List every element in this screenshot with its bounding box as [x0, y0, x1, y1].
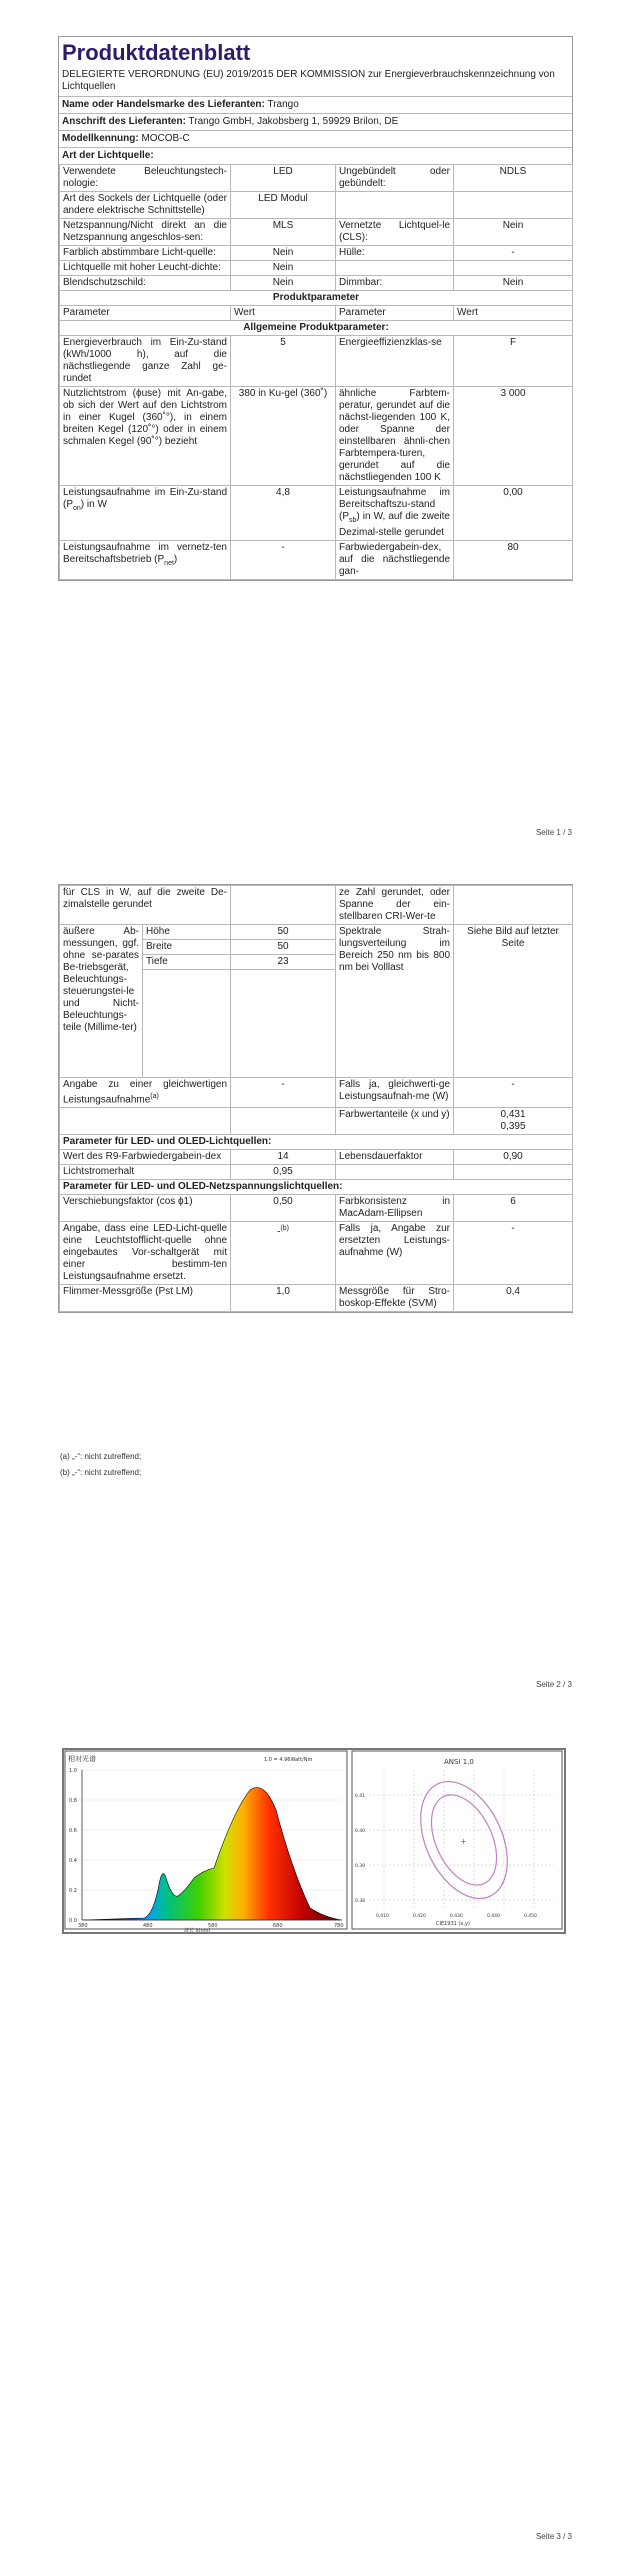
- page-number: Seite 1 / 3: [535, 828, 572, 837]
- stroboscopic-label: Messgröße für Stro-boskop-Effekte (SVM): [336, 1285, 454, 1312]
- type-value-1: Nein: [231, 261, 336, 276]
- color-consistency-value: 6: [454, 1195, 573, 1222]
- networked-standby-label-sub: net: [164, 560, 174, 567]
- regulation-subtitle: DELEGIERTE VERORDNUNG (EU) 2019/2015 DER KOMMISSION zur Energieverbrauchskennzeichnung von Lichtquellen: [62, 69, 555, 92]
- table-row: [60, 387, 573, 486]
- spectrum-legend: 1.0 = 4.96Watt/Nm: [264, 1757, 313, 1763]
- supplier-address-row: [59, 113, 572, 130]
- column-header-parameter: Parameter: [336, 306, 454, 321]
- equivalent-power-label: [60, 1078, 231, 1108]
- empty-cell: [454, 1165, 573, 1180]
- type-label-1: Art des Sockels der Lichtquelle (oder andere elektrische Schnittstelle): [60, 192, 231, 219]
- page-1-frame: [58, 36, 573, 581]
- parameters-table-continued: [59, 885, 573, 1312]
- document-title: Produktdatenblatt: [62, 40, 251, 65]
- standby-power-label: [336, 486, 454, 541]
- type-value-1: Nein: [231, 276, 336, 291]
- type-value-2: -: [454, 246, 573, 261]
- section-heading-row: [60, 1180, 573, 1195]
- equivalent-power-label-text: Angabe zu einer gleichwertigen Leistungsaufnahme: [63, 1079, 228, 1106]
- flicker-label: Flimmer-Messgröße (Pst LM): [60, 1285, 231, 1312]
- type-label-1: Lichtquelle mit hoher Leucht-dichte:: [60, 261, 231, 276]
- networked-standby-value: -: [231, 541, 336, 580]
- y-tick: 0.6: [69, 1828, 77, 1834]
- dimension-value: 23: [231, 955, 336, 970]
- replacement-claim-value: [231, 1222, 336, 1285]
- section-heading-row: [60, 291, 573, 306]
- supplier-address-value: Trango GmbH, Jakobsberg 1, 59929 Brilon, DE: [188, 116, 399, 127]
- survival-factor-value: 0,90: [454, 1150, 573, 1165]
- luminous-flux-label: Nutzlichtstrom (ϕuse) mit An-gabe, ob sich der Wert auf den Lichtstrom in einer Kugel (360˚°), in einem breiten Kegel (120˚°) oder in einem schmalen Kegel (90˚°) bezieht: [60, 387, 231, 486]
- x-tick: 580: [208, 1923, 218, 1929]
- supplier-name-label: Name oder Handelsmarke des Lieferanten:: [62, 99, 265, 110]
- chromaticity-label: Farbwertanteile (x und y): [336, 1108, 454, 1135]
- table-row: [60, 261, 573, 276]
- model-label: Modellkennung:: [62, 133, 139, 144]
- table-row: [60, 165, 573, 192]
- page-2: [0, 880, 622, 1710]
- y-tick: 0.4: [69, 1858, 77, 1864]
- cri-value: 80: [454, 541, 573, 580]
- dimension-name: Tiefe: [143, 955, 231, 970]
- type-value-1: LED: [231, 165, 336, 192]
- standby-power-label-sub: sb: [349, 517, 357, 524]
- spectral-distribution-figure: [62, 1748, 566, 1934]
- supplier-name-row: [59, 96, 572, 113]
- page-number: Seite 2 / 3: [535, 1680, 572, 1689]
- type-value-2: [454, 192, 573, 219]
- standby-power-value: 0,00: [454, 486, 573, 541]
- table-row: [60, 192, 573, 219]
- dimension-name: Höhe: [143, 925, 231, 940]
- dimension-value: 50: [231, 925, 336, 940]
- light-source-type-table: [59, 164, 573, 580]
- x-tick: 0.450: [524, 1914, 537, 1919]
- survival-factor-label: Lebensdauerfaktor: [336, 1150, 454, 1165]
- column-header-value: Wert: [231, 306, 336, 321]
- chromaticity-value: 0,431 0,395: [454, 1108, 573, 1135]
- page-1: [0, 0, 622, 860]
- on-mode-power-value: 4,8: [231, 486, 336, 541]
- spectrum-title: 相对光谱: [68, 1755, 96, 1763]
- column-header-value: Wert: [454, 306, 573, 321]
- ellipse-title: ANSI 1.0: [444, 1758, 474, 1766]
- table-row: [60, 1108, 573, 1135]
- stroboscopic-value: 0,4: [454, 1285, 573, 1312]
- continued-rows: [60, 886, 573, 1312]
- led-oled-heading: Parameter für LED- und OLED-Lichtquellen:: [60, 1135, 573, 1150]
- page-2-frame: [58, 884, 573, 1313]
- on-mode-power-label-b: ) in W: [80, 499, 107, 510]
- column-header-parameter: Parameter: [60, 306, 231, 321]
- table-row: [60, 219, 573, 246]
- table-row: [60, 1285, 573, 1312]
- color-temperature-value: 3 000: [454, 387, 573, 486]
- standby-power-label-a: Leistungsaufnahme im Bereitschaftszu-stand (P: [339, 487, 450, 522]
- footnote-b: (b) „-“: nicht zutreffend;: [60, 1468, 142, 1477]
- type-label-2: [336, 192, 454, 219]
- x-tick: 0.420: [413, 1914, 426, 1919]
- y-tick: 0.8: [69, 1798, 77, 1804]
- column-header-row: [60, 306, 573, 321]
- table-row: [60, 541, 573, 580]
- energy-class-label: Energieeffizienzklas-se: [336, 336, 454, 387]
- energy-class-value: F: [454, 336, 573, 387]
- x-tick: 380: [78, 1923, 88, 1929]
- type-rows: [60, 165, 573, 580]
- luminous-flux-value: 380 in Ku-gel (360˚): [231, 387, 336, 486]
- on-mode-power-label-a: Leistungsaufnahme im Ein-Zu-stand (P: [63, 487, 227, 510]
- empty-cell: [231, 970, 336, 1078]
- replaced-power-label: Falls ja, Angabe zur ersetzten Leistungs-aufnahme (W): [336, 1222, 454, 1285]
- general-parameters-heading: Allgemeine Produktparameter:: [60, 321, 573, 336]
- y-tick: 0.41: [355, 1794, 366, 1799]
- x-tick: 780: [334, 1923, 344, 1929]
- table-row: [60, 1222, 573, 1285]
- y-tick: 0.40: [355, 1829, 366, 1834]
- dimension-name: Breite: [143, 940, 231, 955]
- figure-svg: [64, 1750, 564, 1932]
- model-row: [59, 130, 572, 147]
- type-value-2: Nein: [454, 276, 573, 291]
- supplier-name-value: Trango: [267, 99, 299, 110]
- y-tick: 0.38: [355, 1899, 366, 1904]
- spectral-distribution-label: Spektrale Strah-lungsverteilung im Bereich 250 nm bis 800 nm bei Volllast: [336, 925, 454, 1078]
- lumen-maintenance-value: 0,95: [231, 1165, 336, 1180]
- table-row: [60, 1195, 573, 1222]
- type-label-2: [336, 261, 454, 276]
- lumen-maintenance-label: Lichtstromerhalt: [60, 1165, 231, 1180]
- cri-label-cont: ze Zahl gerundet, oder Spanne der ein-stellbaren CRI-Wer-te: [336, 886, 454, 925]
- ellipse-panel: [352, 1751, 562, 1929]
- spectrum-x-label: 波长 λ(nm): [184, 1928, 211, 1932]
- empty-cell: [454, 886, 573, 925]
- type-label-2: Dimmbar:: [336, 276, 454, 291]
- on-mode-power-label: [60, 486, 231, 541]
- footnote-ref-a: (a): [150, 1093, 159, 1100]
- r9-label: Wert des R9-Farbwiedergabein-dex: [60, 1150, 231, 1165]
- networked-standby-label-a: Leistungsaufnahme im vernetz-ten Bereitschaftsbetrieb (P: [63, 542, 227, 565]
- empty-cell: [336, 1165, 454, 1180]
- measurement-marker-icon: +: [460, 1837, 467, 1846]
- r9-value: 14: [231, 1150, 336, 1165]
- equivalent-power-value: -: [231, 1078, 336, 1108]
- table-row: [60, 1165, 573, 1180]
- type-value-2: [454, 261, 573, 276]
- type-label-1: Netzspannung/Nicht direkt an die Netzspannung angeschlos-sen:: [60, 219, 231, 246]
- type-label-2: Hülle:: [336, 246, 454, 261]
- networked-standby-label-cont: für CLS in W, auf die zweite De-zimalstelle gerundet: [60, 886, 231, 925]
- footnote-a: (a) „-“: nicht zutreffend;: [60, 1452, 142, 1461]
- replaced-power-value: -: [454, 1222, 573, 1285]
- type-label-1: Blendschutzschild:: [60, 276, 231, 291]
- dimension-value: 50: [231, 940, 336, 955]
- product-parameters-heading: Produktparameter: [60, 291, 573, 306]
- dimensions-label: äußere Ab-messungen, ggf. ohne se-parates Be-triebsgerät, Beleuchtungs-steuerungstei-le und Nicht-Beleuchtungs-teile (Millime-ter): [60, 925, 143, 1078]
- equivalent-power-claim-label: Falls ja, gleichwerti-ge Leistungsaufnah-me (W): [336, 1078, 454, 1108]
- x-tick: 480: [143, 1923, 153, 1929]
- y-tick: 0.39: [355, 1864, 366, 1869]
- type-value-1: MLS: [231, 219, 336, 246]
- displacement-factor-label: Verschiebungsfaktor (cos ϕ1): [60, 1195, 231, 1222]
- type-label-2: Ungebündelt oder gebündelt:: [336, 165, 454, 192]
- light-source-type-heading: Art der Lichtquelle:: [59, 147, 572, 164]
- replacement-claim-value-text: -: [277, 1226, 281, 1238]
- model-value: MOCOB-C: [141, 133, 190, 144]
- table-row: [60, 486, 573, 541]
- color-temperature-label: ähnliche Farbtem-peratur, gerundet auf die nächst-liegenden 100 K, oder Spanne der einstellbaren ähnli-chen Farbtempera-turen, gerundet auf die nächstliegenden 100 K: [336, 387, 454, 486]
- table-row: [60, 1150, 573, 1165]
- empty-cell: [60, 1108, 231, 1135]
- x-tick: 0.410: [376, 1914, 389, 1919]
- spectral-distribution-value: Siehe Bild auf letzter Seite: [454, 925, 573, 1078]
- networked-standby-label: [60, 541, 231, 580]
- type-label-1: Verwendete Beleuchtungstech-nologie:: [60, 165, 231, 192]
- cri-label: Farbwiedergabein-dex, auf die nächstliegende gan-: [336, 541, 454, 580]
- energy-consumption-value: 5: [231, 336, 336, 387]
- x-tick: 680: [273, 1923, 283, 1929]
- x-tick: 0.440: [487, 1914, 500, 1919]
- equivalent-power-claim-value: -: [454, 1078, 573, 1108]
- mains-heading: Parameter für LED- und OLED-Netzspannungslichtquellen:: [60, 1180, 573, 1195]
- page-number: Seite 3 / 3: [535, 2532, 572, 2541]
- standby-power-label-b: ) in W, auf die zweite Dezimal-stelle gerundet: [339, 511, 450, 538]
- empty-cell: [143, 970, 231, 1078]
- type-value-1: LED Modul: [231, 192, 336, 219]
- table-row: [60, 1078, 573, 1108]
- type-value-2: Nein: [454, 219, 573, 246]
- table-row: [60, 925, 573, 940]
- flicker-value: 1,0: [231, 1285, 336, 1312]
- section-heading-row: [60, 321, 573, 336]
- type-value-1: Nein: [231, 246, 336, 261]
- table-row: [60, 276, 573, 291]
- replacement-claim-label: Angabe, dass eine LED-Licht-quelle eine Leuchtstofflicht-quelle ohne eingebautes Vor-schaltgerät mit einer bestimm-ten Leistungsaufnahme ersetzt.: [60, 1222, 231, 1285]
- y-tick: 0.2: [69, 1888, 77, 1894]
- y-tick: 0.0: [69, 1918, 77, 1924]
- on-mode-power-label-sub: on: [73, 505, 81, 512]
- type-value-2: NDLS: [454, 165, 573, 192]
- supplier-address-label: Anschrift des Lieferanten:: [62, 116, 186, 127]
- x-tick: 0.430: [450, 1914, 463, 1919]
- section-heading-row: [60, 1135, 573, 1150]
- color-consistency-label: Farbkonsistenz in MacAdam-Ellipsen: [336, 1195, 454, 1222]
- table-row: [60, 246, 573, 261]
- table-row: [60, 336, 573, 387]
- energy-consumption-label: Energieverbrauch im Ein-Zu-stand (kWh/1000 h), auf die nächstliegende ganze Zahl ge-rundet: [60, 336, 231, 387]
- displacement-factor-value: 0,50: [231, 1195, 336, 1222]
- table-row: [60, 886, 573, 925]
- type-label-2: Vernetzte Lichtquel-le (CLS):: [336, 219, 454, 246]
- footnote-ref-b: (b): [280, 1225, 289, 1233]
- type-label-1: Farblich abstimmbare Licht-quelle:: [60, 246, 231, 261]
- empty-cell: [231, 1108, 336, 1135]
- networked-standby-label-b: ): [173, 554, 178, 565]
- ellipse-x-label: CIE1931 (x,y): [436, 1921, 470, 1927]
- empty-cell: [231, 886, 336, 925]
- y-tick: 1.0: [69, 1768, 77, 1774]
